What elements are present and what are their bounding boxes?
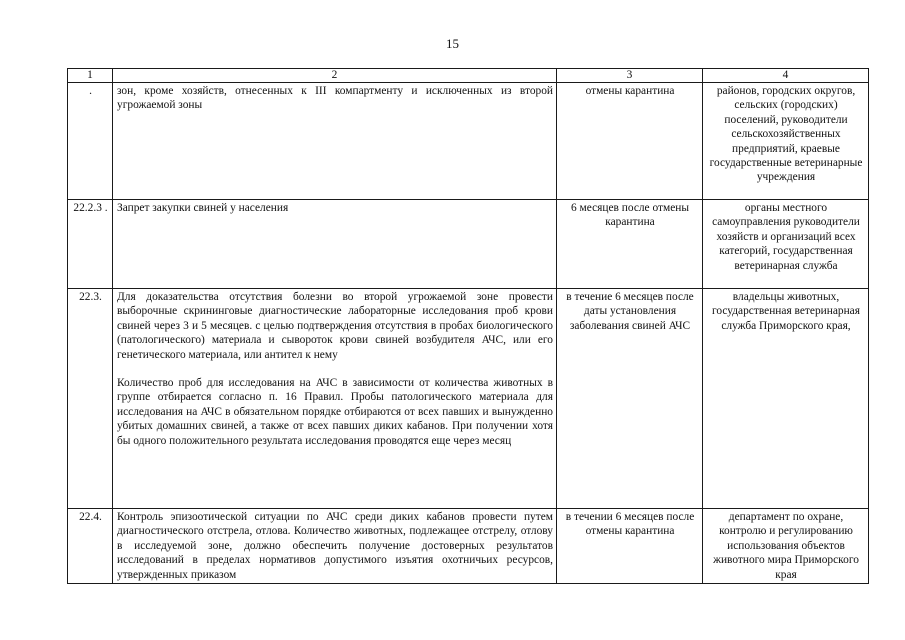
- row-number: 22.2.3 .: [68, 200, 113, 289]
- table-row: [68, 83, 869, 200]
- table-row: [68, 289, 869, 509]
- column-header: 4: [703, 69, 869, 83]
- row-term: в течение 6 месяцев после даты установления заболевания свиней АЧС: [557, 289, 703, 509]
- row-term: в течении 6 месяцев после отмены карантина: [557, 509, 703, 584]
- row-term: 6 месяцев после отмены карантина: [557, 200, 703, 289]
- table-row: [68, 200, 869, 289]
- row-measure: Контроль эпизоотической ситуации по АЧС среди диких кабанов провести путем диагностического отстрела, отлова. Количество животных, подлежащее отстрелу, отлову в исследуемой зоне, должно обеспечить получение достоверных результатов исследований в пределах нормативов допустимого изъятия охотничьих ресурсов, утвержденных приказом: [113, 509, 557, 584]
- column-header: 3: [557, 69, 703, 83]
- row-measure: зон, кроме хозяйств, отнесенных к III компартменту и исключенных из второй угрожаемой зоны: [113, 83, 557, 200]
- page-number: 15: [446, 36, 459, 51]
- row-responsible: районов, городских округов, сельских (городских) поселений, руководители сельскохозяйственных предприятий, краевые государственные ветеринарные учреждения: [703, 83, 869, 200]
- row-measure-continued: Количество проб для исследования на АЧС в зависимости от количества животных в группе отбирается согласно п. 16 Правил. Пробы патологического материала для исследования на АЧС в обязательном порядке отбираются от всех павших и вынужденно убитых домашних свиней, а также от всех павших диких кабанов. При получении хотя бы одного положительного результата исследования проводятся еще через месяц: [117, 377, 553, 447]
- column-header: 2: [113, 69, 557, 83]
- table-row: [68, 509, 869, 584]
- row-measure: Для доказательства отсутствия болезни во второй угрожаемой зоне провести выборочные скрининговые диагностические лабораторные исследования проб крови свиней через 3 и 5 месяцев. с целью подтверждения отсутствия в пробах биологического (патологического) материала и сывороток крови свиней возбудителя АЧС, или его генетического материала, или антител к нему: [117, 291, 553, 361]
- paragraph-gap: [117, 362, 553, 376]
- row-number: 22.4.: [68, 509, 113, 584]
- column-header: 1: [68, 69, 113, 83]
- row-responsible: департамент по охране, контролю и регулированию использования объектов животного мира Приморского края: [703, 509, 869, 584]
- row-measure-cell: [113, 289, 557, 509]
- row-number: 22.3.: [68, 289, 113, 509]
- table-header-row: [68, 69, 869, 83]
- row-responsible: органы местного самоуправления руководители хозяйств и организаций всех категорий, государственная ветеринарная служба: [703, 200, 869, 289]
- row-number: .: [68, 83, 113, 200]
- row-responsible: владельцы животных, государственная ветеринарная служба Приморского края,: [703, 289, 869, 509]
- measures-table: [67, 68, 869, 584]
- row-term: отмены карантина: [557, 83, 703, 200]
- row-measure: Запрет закупки свиней у населения: [113, 200, 557, 289]
